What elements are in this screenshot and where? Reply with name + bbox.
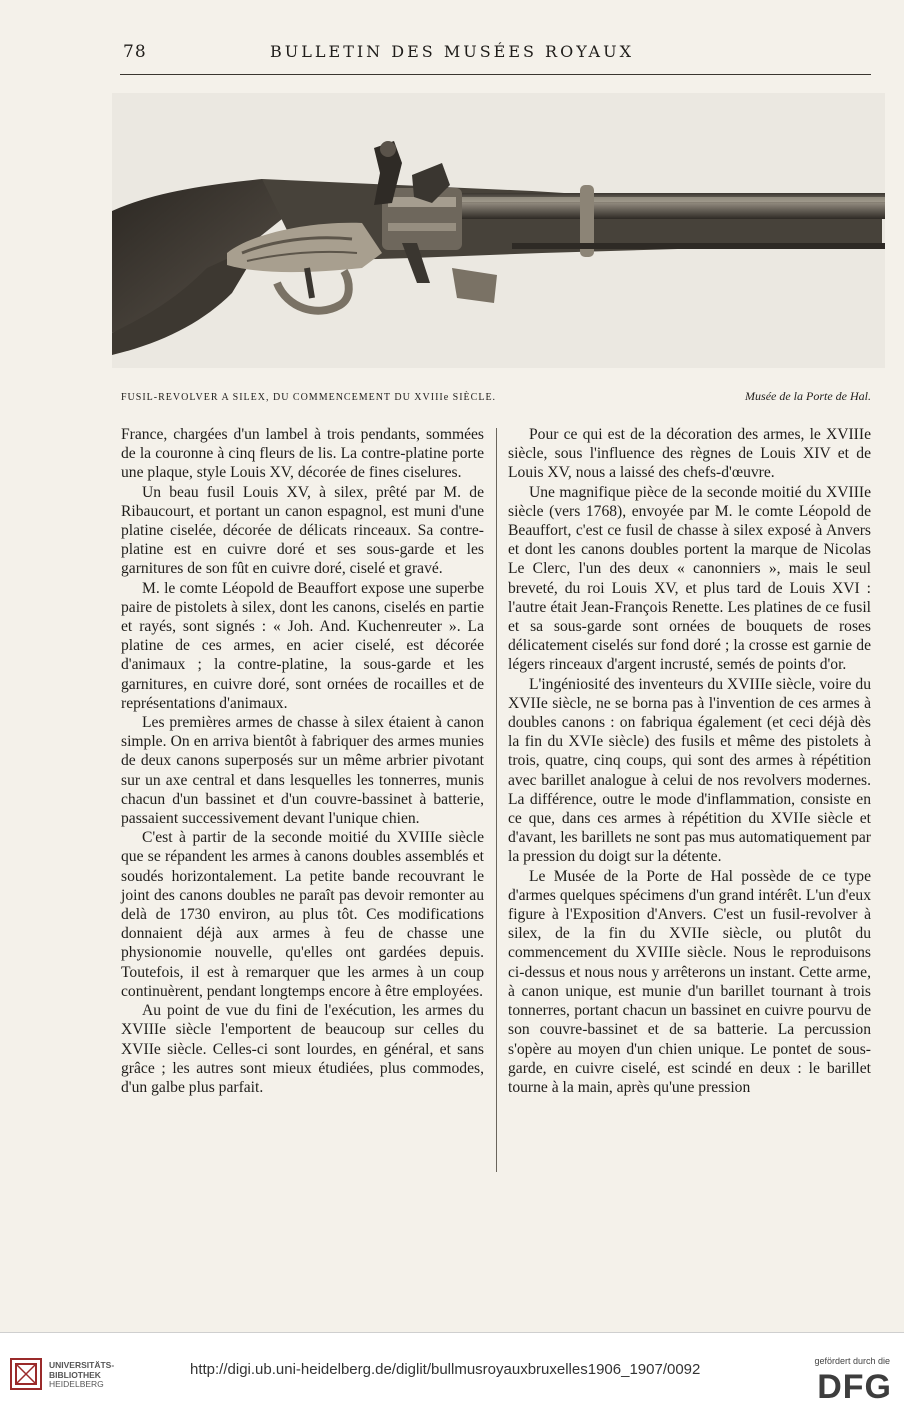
paragraph: L'ingéniosité des inventeurs du XVIIIe siècle, voire du XVIIe siècle, ne se borna pas à l'invention de ces armes à doubles canons : on fabriqua également (et ceci déjà dès la fin du XVIe siècle) des fusils et même des pistolets à trois, quatre, cinq coups, qui sont des armes à répétition avec barillet analogue à celui de nos revolvers modernes. La différence, outre le mode d'inflammation, consiste en ce que, dans ces armes à répétition du XVIIe siècle et d'avant, les barillets ne sont pas mus automatiquement par la pression du doigt sur la détente. bbox=[508, 675, 871, 866]
footer-divider bbox=[0, 1332, 904, 1333]
institution-line: HEIDELBERG bbox=[49, 1379, 104, 1389]
running-title: BULLETIN DES MUSÉES ROYAUX bbox=[270, 42, 634, 61]
institution-line: UNIVERSITÄTS- bbox=[49, 1360, 115, 1370]
paragraph: M. le comte Léopold de Beauffort expose une superbe paire de pistolets à silex, dont les canons, ciselés en partie et rayés, sont signés : « Joh. And. Kuchenreuter ». La platine de ces armes, en acier ciselé, est décorée d'animaux ; la contre-platine, la sous-garde et les garnitures, en cuivre doré, sont ornées de rocailles et de représentations d'animaux. bbox=[121, 579, 484, 712]
paragraph: C'est à partir de la seconde moitié du XVIIIe siècle que se répandent les armes à canons doubles assemblés et soudés horizontalement. La petite bande recouvrant le joint des canons doubles ne paraît pas devoir remonter au delà de 1730 environ, au plus tôt. Ces modifications donnaient déjà aux armes à feu de chasse une physionomie nouvelle, qu'elles ont gardées depuis. Toutefois, il est à remarquer que les armes à un coup continuèrent, pendant longtemps encore à être employées. bbox=[121, 829, 484, 1000]
left-column bbox=[121, 425, 484, 1097]
paragraph: Un beau fusil Louis XV, à silex, prêté par M. de Ribaucourt, et portant un canon espagnol, est muni d'une platine ciselée, décorée de délicats rinceaux. Sa contre-platine est en cuivre doré et ses sous-garde et les garnitures de son fût en cuivre doré, ciselé et gravé. bbox=[121, 483, 484, 578]
paragraph: Pour ce qui est de la décoration des armes, le XVIIIe siècle, sous l'influence des règnes de Louis XIV et de Louis XV, nous a laissé des chefs-d'œuvre. bbox=[508, 426, 871, 482]
right-column bbox=[508, 425, 871, 1097]
column-divider bbox=[496, 428, 497, 1172]
institution-line: BIBLIOTHEK bbox=[49, 1369, 101, 1380]
paragraph: Une magnifique pièce de la seconde moitié du XVIIIe siècle (vers 1768), envoyée par M. le comte Léopold de Beauffort, c'est ce fusil de chasse à silex exposé à Anvers et dont les canons doubles portent la marque de Nicolas Le Clerc, l'un des deux « canonniers », mais le seul breveté, du roi Louis XV, et plus tard de Louis XVI : l'autre était Jean-François Renette. Les platines de ce fusil et sa sous-garde sont ornées de bouquets de roses délicatement ciselés sur fond doré ; la crosse est garnie de légers rinceaux d'argent incrusté, semés de points d'or. bbox=[508, 483, 871, 674]
paragraph: Au point de vue du fini de l'exécution, les armes du XVIIIe siècle l'emportent de beaucoup sur celles du XVIIe siècle. Celles-ci sont lourdes, en général, et sans grâce ; les autres sont mieux étudiées, plus commodes, d'un galbe plus parfait. bbox=[121, 1002, 484, 1096]
digitization-footer bbox=[0, 1332, 904, 1413]
university-library-logo-icon bbox=[10, 1358, 42, 1390]
funding-note: gefördert durch die bbox=[814, 1356, 890, 1366]
institution-name bbox=[49, 1361, 114, 1390]
page-number: 78 bbox=[123, 42, 147, 62]
dfg-logo: DFG bbox=[817, 1368, 892, 1406]
figure-credit: Musée de la Porte de Hal. bbox=[745, 389, 871, 403]
paragraph: Le Musée de la Porte de Hal possède de ce type d'armes quelques spécimens d'un grand intérêt. L'un d'eux figure à l'Exposition d'Anvers. C'est un fusil-revolver à silex, de la fin du XVIIe siècle, ou plutôt du commencement du XVIIIe siècle. Nous le reproduisons ci-dessus et nous nous y arrêterons un instant. Cette arme, à canon unique, est munie d'un barillet tournant à trois tonnerres, portant chacun un bassinet en cuivre pourvu de son couvre-bassinet et de sa batterie. La percussion s'opère au moyen d'un chien unique. Le pontet de sous-garde, en cuivre ciselé, est scindé en deux : le barillet tourne à la main, après qu'une pression bbox=[508, 867, 871, 1096]
permalink-url[interactable]: http://digi.ub.uni-heidelberg.de/diglit/bullmusroyauxbruxelles1906_1907/0092 bbox=[190, 1361, 701, 1378]
header-rule bbox=[120, 74, 871, 75]
flintlock-revolver-illustration bbox=[112, 93, 885, 368]
figure-caption: FUSIL-REVOLVER A SILEX, DU COMMENCEMENT DU XVIIIe SIÈCLE. bbox=[121, 392, 497, 403]
paragraph: France, chargées d'un lambel à trois pendants, sommées de la couronne à cinq fleurs de lis. La contre-platine porte une plaque, style Louis XV, décorée de fines ciselures. bbox=[121, 426, 484, 482]
paragraph: Les premières armes de chasse à silex étaient à canon simple. On en arriva bientôt à fabriquer des armes munies de deux canons superposés sur un même arbrier pivotant sur un axe central et dans lesquelles les tonnerres, munis chacun d'un bassinet et d'un couvre-bassinet à batterie, passaient successivement devant l'unique chien. bbox=[121, 714, 484, 828]
flintlock-revolver-photo bbox=[112, 93, 885, 368]
